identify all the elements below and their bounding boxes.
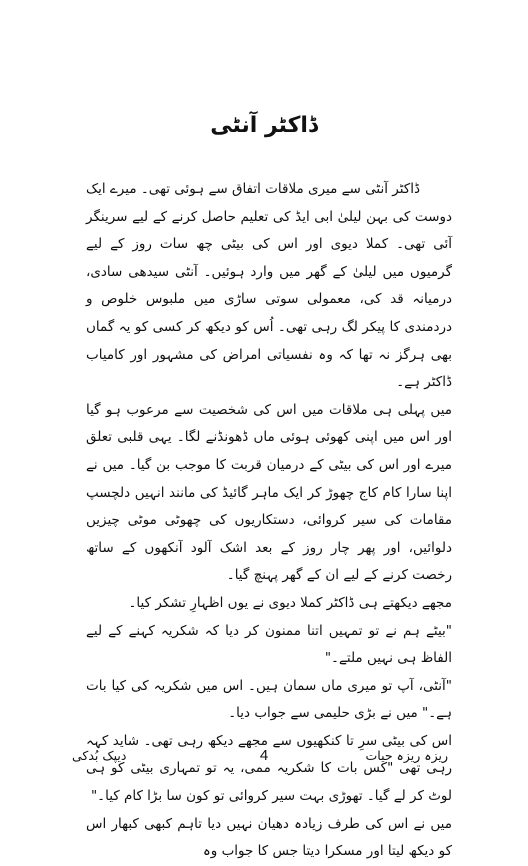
paragraph: "آنٹی، آپ تو میری ماں سمان ہیں۔ اس میں شکریہ کی کیا بات ہے۔" میں نے بڑی حلیمی سے جواب دیا۔: [86, 677, 452, 722]
footer-author: دیپک بُدکی: [72, 748, 127, 763]
page-number: 4: [259, 747, 269, 764]
paragraph: میں نے اس کی طرف زیادہ دھیان نہیں دیا تاہم کبھی کبھار اس کو دیکھ لیتا اور مسکرا دیتا جس کا جواب وہ: [86, 815, 452, 860]
paragraph: میں پہلی ہی ملاقات میں اس کی شخصیت سے مرعوب ہو گیا اور اس میں اپنی کھوئی ہوئی ماں ڈھونڈنے لگا۔ یہی قلبی تعلق میرے اور اس کی بیٹی کے درمیان قربت کا موجب بن گیا۔ میں نے اپنا سارا کام کاج چھوڑ کر ایک ماہر گائیڈ کی مانند انہیں دلچسپ مقامات کی سیر کروائی، دستکاریوں کی چھوٹی موٹی چیزیں دلوائیں، اور پھر چار روز کے بعد اشک آلود آنکھوں کے ساتھ رخصت کرنے کے لیے ان کے گھر پہنچ گیا۔: [86, 401, 452, 584]
paragraph: اس کی بیٹی سرِ تا کنکھیوں سے مجھے دیکھ رہی تھی۔ شاید کہہ رہی تھی "کس بات کا شکریہ ممی، یہ تو تمہاری بیٹی کو ہی لوٹ کر لے گیا۔ تھوڑی بہت سیر کروائی تو کون سا بڑا کام کیا۔": [86, 732, 452, 805]
page-footer: [0, 744, 528, 768]
paragraph: مجھے دیکھتے ہی ڈاکٹر کملا دیوی نے یوں اظہارِ تشکر کیا۔: [128, 594, 452, 611]
footer-book-title: ریزہ ریزہ حیات: [365, 748, 448, 763]
chapter-title: ڈاکٹر آنٹی: [210, 113, 318, 138]
paragraph: ڈاکٹر آنٹی سے میری ملاقات اتفاق سے ہوئی تھی۔ میرے ایک دوست کی بہن لیلیٰ ابی ایڈ کی تعلیم حاصل کرنے کے لیے سرینگر آئی تھی۔ کملا دیوی اور اس کی بیٹی چھ سات روز کے لیے گرمیوں میں لیلیٰ کے گھر میں وارد ہوئیں۔ آنٹی سیدھی سادی، درمیانہ قد کی، معمولی سوتی ساڑی میں ملبوس خلوص و دردمندی کا پیکر لگ رہی تھی۔ اُس کو دیکھ کر کسی کو یہ گماں بھی ہرگز نہ تھا کہ وہ نفسیاتی امراض کی مشہور اور کامیاب ڈاکٹر ہے۔: [86, 181, 452, 391]
paragraph: "بیٹے ہم نے تو تمہیں اتنا ممنون کر دیا کہ شکریہ کہنے کے لیے الفاظ ہی نہیں ملتے۔": [86, 622, 452, 667]
